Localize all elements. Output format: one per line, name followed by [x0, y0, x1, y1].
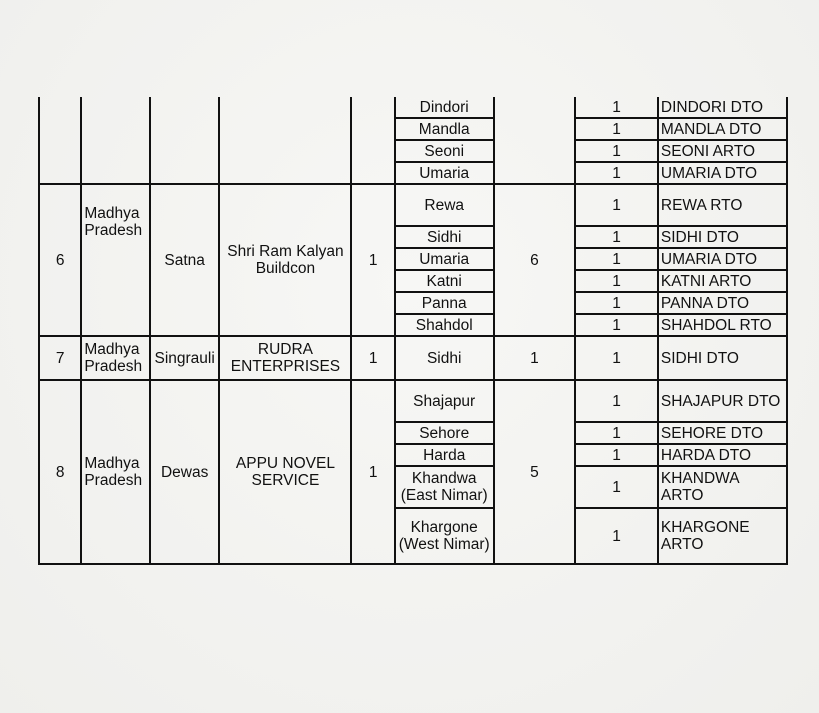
office-cell: DINDORI DTO — [658, 97, 787, 118]
units-cell: 1 — [351, 380, 394, 564]
office-cell: SHAJAPUR DTO — [658, 380, 787, 422]
count-cell: 1 — [575, 444, 658, 466]
count-cell: 1 — [575, 380, 658, 422]
district-cell: Dindori — [395, 97, 494, 118]
count-cell: 1 — [575, 422, 658, 444]
count-cell: 1 — [575, 226, 658, 248]
office-cell: REWA RTO — [658, 184, 787, 226]
sno-cell: 6 — [39, 184, 81, 336]
office-cell: KHANDWA ARTO — [658, 466, 787, 508]
office-cell: MANDLA DTO — [658, 118, 787, 140]
table-row — [39, 97, 787, 118]
state-cell: Madhya Pradesh — [81, 184, 150, 336]
office-cell: SIDHI DTO — [658, 336, 787, 380]
cluster-cell: Dewas — [150, 380, 220, 564]
count-cell: 1 — [575, 292, 658, 314]
units-cell: 1 — [351, 184, 394, 336]
total-cell: 5 — [494, 380, 576, 564]
office-cell: SEHORE DTO — [658, 422, 787, 444]
cluster-cell — [150, 97, 220, 184]
units-cell — [351, 97, 394, 184]
office-cell: KHARGONE ARTO — [658, 508, 787, 564]
district-cell: Sidhi — [395, 226, 494, 248]
state-cell — [81, 97, 150, 184]
total-cell: 1 — [494, 336, 576, 380]
sno-cell: 7 — [39, 336, 81, 380]
count-cell: 1 — [575, 466, 658, 508]
sno-cell: 8 — [39, 380, 81, 564]
agency-cell: RUDRA ENTERPRISES — [219, 336, 351, 380]
total-cell — [494, 97, 576, 184]
district-cell: Umaria — [395, 162, 494, 184]
count-cell: 1 — [575, 184, 658, 226]
office-cell: HARDA DTO — [658, 444, 787, 466]
district-cell: Shahdol — [395, 314, 494, 336]
count-cell: 1 — [575, 140, 658, 162]
total-cell: 6 — [494, 184, 576, 336]
district-cell: Mandla — [395, 118, 494, 140]
district-cell: Sidhi — [395, 336, 494, 380]
cluster-cell: Satna — [150, 184, 220, 336]
table-row — [39, 336, 787, 380]
office-cell: UMARIA DTO — [658, 248, 787, 270]
sno-cell — [39, 97, 81, 184]
district-cell: Khargone (West Nimar) — [395, 508, 494, 564]
office-cell: PANNA DTO — [658, 292, 787, 314]
units-cell: 1 — [351, 336, 394, 380]
allocation-table — [38, 97, 788, 565]
count-cell: 1 — [575, 270, 658, 292]
district-cell: Sehore — [395, 422, 494, 444]
agency-cell: APPU NOVEL SERVICE — [219, 380, 351, 564]
district-cell: Seoni — [395, 140, 494, 162]
district-cell: Katni — [395, 270, 494, 292]
count-cell: 1 — [575, 97, 658, 118]
district-cell: Panna — [395, 292, 494, 314]
agency-cell: Shri Ram Kalyan Buildcon — [219, 184, 351, 336]
agency-cell — [219, 97, 351, 184]
count-cell: 1 — [575, 336, 658, 380]
district-cell: Rewa — [395, 184, 494, 226]
count-cell: 1 — [575, 508, 658, 564]
state-cell: Madhya Pradesh — [81, 336, 150, 380]
office-cell: SEONI ARTO — [658, 140, 787, 162]
office-cell: KATNI ARTO — [658, 270, 787, 292]
count-cell: 1 — [575, 118, 658, 140]
district-cell: Shajapur — [395, 380, 494, 422]
office-cell: SIDHI DTO — [658, 226, 787, 248]
count-cell: 1 — [575, 162, 658, 184]
count-cell: 1 — [575, 248, 658, 270]
district-cell: Khandwa (East Nimar) — [395, 466, 494, 508]
district-cell: Harda — [395, 444, 494, 466]
office-cell: SHAHDOL RTO — [658, 314, 787, 336]
table-row — [39, 380, 787, 422]
table-row — [39, 184, 787, 226]
count-cell: 1 — [575, 314, 658, 336]
district-cell: Umaria — [395, 248, 494, 270]
cluster-cell: Singrauli — [150, 336, 220, 380]
office-cell: UMARIA DTO — [658, 162, 787, 184]
state-cell: Madhya Pradesh — [81, 380, 150, 564]
